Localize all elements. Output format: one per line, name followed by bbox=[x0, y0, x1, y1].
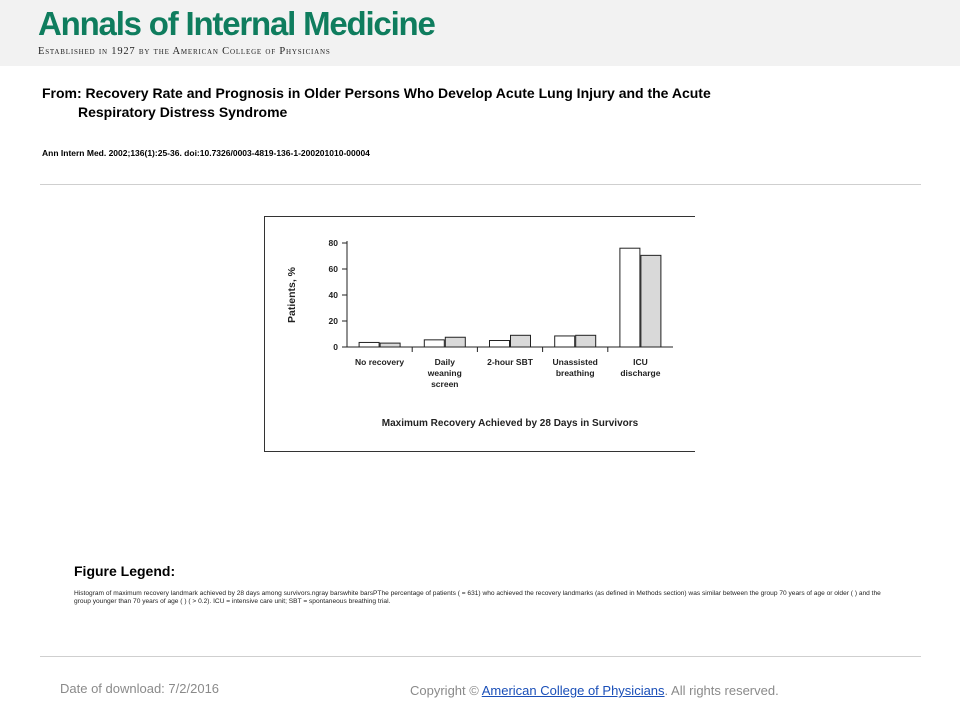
x-category-label bbox=[355, 357, 404, 367]
y-tick-label: 0 bbox=[333, 342, 338, 352]
bottom-divider bbox=[40, 656, 921, 657]
copyright-notice bbox=[410, 683, 779, 698]
download-info bbox=[60, 681, 219, 696]
y-tick-label: 60 bbox=[328, 264, 338, 274]
bar bbox=[555, 336, 575, 347]
copyright-prefix: Copyright © bbox=[410, 683, 482, 698]
x-category-label-line: No recovery bbox=[355, 357, 405, 367]
chart-labels bbox=[286, 238, 661, 429]
bar bbox=[620, 248, 640, 347]
figure-legend-heading: Figure Legend: bbox=[74, 563, 176, 579]
x-category-label-line: Unassisted bbox=[552, 357, 598, 367]
bar bbox=[445, 337, 465, 347]
journal-title: Annals of Internal Medicine bbox=[38, 5, 435, 42]
x-category-label-line: screen bbox=[431, 379, 459, 389]
acp-link[interactable]: American College of Physicians bbox=[481, 683, 665, 698]
journal-subtitle: Established in 1927 by the American College of Physicians bbox=[38, 46, 331, 57]
y-tick-label: 20 bbox=[328, 316, 338, 326]
top-divider bbox=[40, 184, 921, 185]
x-category-label-line: breathing bbox=[555, 368, 595, 378]
article-title bbox=[42, 84, 862, 122]
y-tick-label: 40 bbox=[328, 290, 338, 300]
x-category-label-line: discharge bbox=[620, 368, 661, 378]
x-category-label bbox=[487, 357, 534, 367]
x-category-label bbox=[553, 357, 598, 378]
figure-legend-text: Histogram of maximum recovery landmark achieved by 28 days among survivors.ngray barswhite barsPThe percentage of patients ( = 631) who achieved the recovery landmarks (as defined in Methods section) was similar between the group 70 years of age or older ( ) and the group younger than 70 years of age ( ) ( > 0.2). ICU = intensive care unit; SBT = spontaneous breathing trial. bbox=[74, 590, 881, 606]
x-axis-title: Maximum Recovery Achieved by 28 Days in Survivors bbox=[381, 418, 639, 429]
bar bbox=[490, 341, 510, 348]
download-label: Date of download: bbox=[60, 681, 165, 696]
bar bbox=[641, 255, 661, 347]
masthead bbox=[0, 0, 960, 66]
bar bbox=[424, 340, 444, 347]
x-category-label-line: Daily bbox=[434, 357, 455, 367]
y-axis-title: Patients, % bbox=[286, 266, 298, 324]
x-category-label-line: ICU bbox=[633, 357, 648, 367]
x-category-label-line: 2-hour SBT bbox=[487, 357, 533, 367]
bar bbox=[576, 335, 596, 347]
y-tick-label: 80 bbox=[328, 238, 338, 248]
bar bbox=[511, 335, 531, 347]
bar bbox=[359, 342, 379, 347]
x-category-label bbox=[427, 357, 462, 389]
x-category-label-line: weaning bbox=[427, 368, 462, 378]
article-title-line1: From: Recovery Rate and Prognosis in Older Persons Who Develop Acute Lung Injury and the Acute bbox=[42, 85, 711, 101]
figure-panel bbox=[264, 216, 695, 452]
download-date: 7/2/2016 bbox=[168, 681, 220, 696]
copyright-suffix: . All rights reserved. bbox=[664, 683, 779, 698]
article-title-line2: Respiratory Distress Syndrome bbox=[78, 104, 288, 120]
chart-bars bbox=[359, 248, 661, 347]
bar bbox=[380, 343, 400, 347]
x-category-label bbox=[620, 357, 660, 378]
journal-logo[interactable] bbox=[38, 6, 435, 57]
article-citation: Ann Intern Med. 2002;136(1):25-36. doi:10.7326/0003-4819-136-1-200201010-00004 bbox=[42, 148, 370, 158]
bar-chart bbox=[265, 217, 695, 451]
